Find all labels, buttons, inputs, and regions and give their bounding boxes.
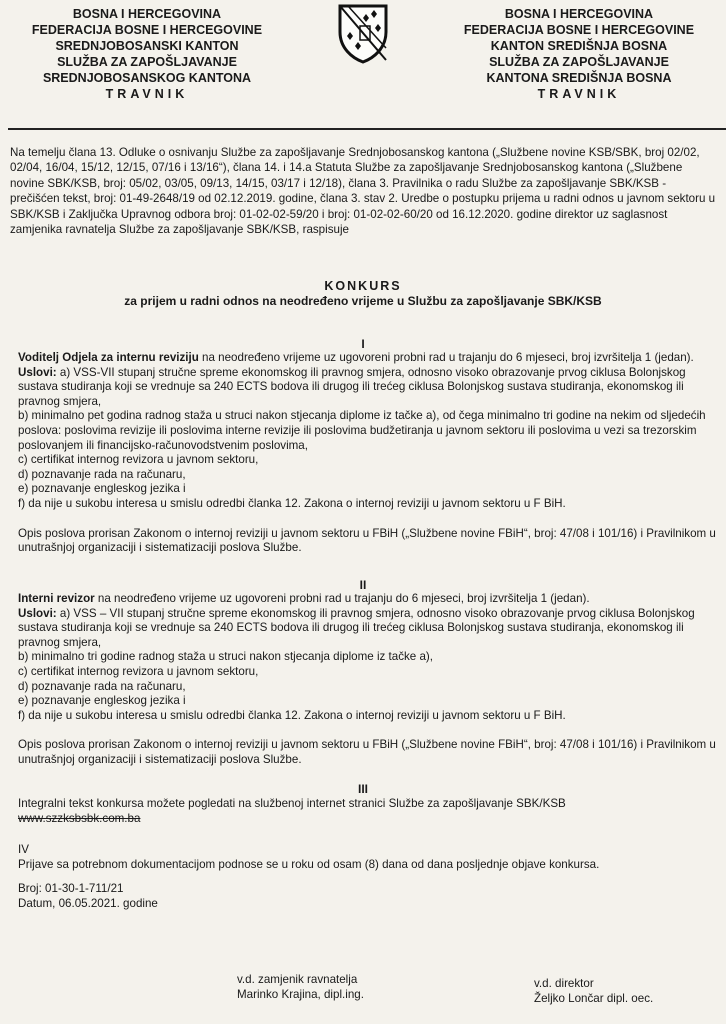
- condition-item: d) poznavanje rada na računaru,: [18, 679, 186, 693]
- section-number: I: [361, 337, 365, 351]
- header-right-line: SLUŽBA ZA ZAPOŠLJAVANJE: [489, 55, 669, 69]
- section-1: [18, 351, 718, 556]
- document-title: KONKURS: [324, 279, 402, 293]
- header-right-line: FEDERACIJA BOSNE I HERCEGOVINE: [463, 23, 695, 37]
- signatory-role: v.d. zamjenik ravnatelja: [237, 973, 358, 986]
- signatory-role: v.d. direktor: [534, 977, 594, 990]
- condition-item: c) certifikat internog revizora u javnom sektoru,: [18, 664, 259, 678]
- conditions-label: Uslovi:: [18, 606, 57, 620]
- header-right-line: KANTONA SREDIŠNJA BOSNA: [486, 71, 672, 85]
- reference-number: Broj: 01-30-1-711/21: [18, 882, 124, 895]
- header-right-city: TRAVNIK: [537, 87, 621, 101]
- condition-item: e) poznavanje engleskog jezika i: [18, 694, 186, 708]
- document-subtitle: za prijem u radni odnos na neodređeno vrijeme u Službu za zapošljavanje SBK/KSB: [124, 294, 602, 308]
- section-number: III: [357, 782, 368, 796]
- position-paragraph: [18, 592, 718, 607]
- header-left-line: FEDERACIJA BOSNE I HERCEGOVINE: [31, 23, 263, 37]
- section-3: [18, 797, 718, 826]
- header-left-city: TRAVNIK: [105, 87, 189, 101]
- header-right: [440, 6, 718, 102]
- condition-a: a) VSS-VII stupanj stručne spreme ekonomskog ili pravnog smjera, odnosno visoko obrazovanje prvog ciklusa Bolonjskog sustava studiranja koji se vrednuje sa 240 ECTS bodova ili drugog ili trećeg ciklusa Bolonjskog sustava studiranja, ekonomskog ili pravnog smjera,: [18, 365, 686, 408]
- signature-right: [534, 976, 653, 1006]
- signatory-name: Marinko Krajina, dipl.ing.: [237, 988, 364, 1001]
- header-right-line: BOSNA I HERCEGOVINA: [504, 7, 654, 21]
- application-deadline: Prijave sa potrebnom dokumentacijom podnose se u roku od osam (8) dana od dana posljednje objave konkursa.: [18, 857, 600, 871]
- signature-left: [237, 972, 364, 1002]
- condition-item: e) poznavanje engleskog jezika i: [18, 482, 186, 496]
- section-2: [18, 592, 718, 768]
- header-left-line: SLUŽBA ZA ZAPOŠLJAVANJE: [57, 55, 237, 69]
- intro-paragraph: Na temelju člana 13. Odluke o osnivanju Službe za zapošljavanje Srednjobosanskog kantona („Službene novine KSB/SBK, broj 02/02, 02/04, 16/04, 15/12, 12/15, 07/16 i 13/16“), člana 14. i 14.a Statuta Službe za zapošljavanje Srednjobosanskog kantona („Službene novine SBK/KSB, broj: 05/02, 03/05, 09/13, 14/15, 03/17 i 12/18), člana 3. Pravilnika o radu Službe za zapošljavanje SBK/KSB - prečišćen tekst, broj: 01-49-2648/19 od 02.12.2019. godine, člana 3. stav 2. Uredbe o postupku prijema u radni odnos u javnom sektoru u SBK/KSB i Zaključka Upravnog odbora broj: 01-02-02-59/20 i broj: 01-02-02-60/20 od 16.12.2020. godine direktor uz saglasnost zamjenika ravnatelja Službe za zapošljavanje SBK/KSB, raspisuje: [10, 146, 716, 237]
- job-description: Opis poslova prorisan Zakonom o internoj reviziji u javnom sektoru u FBiH („Službene novine FBiH“, broj: 47/08 i 101/16) i Pravilnikom u unutrašnjoj organizaciji i sistematizaciji poslova Službe.: [18, 738, 716, 766]
- position-title: Voditelj Odjela za internu reviziju: [18, 351, 199, 364]
- condition-item: b) minimalno pet godina radnog staža u struci nakon stjecanja diplome iz tačke a), od čega minimalno tri godine na nekim od sljedećih poslova: poslovima revizije ili poslovima interne revizije ili poslovima budžetiranja u javnom sektoru ili poslovima u vezi sa trezorskim poslovanjem ili financijsko-računovodstvenim poslovima,: [18, 409, 706, 452]
- condition-item: d) poznavanje rada na računaru,: [18, 467, 186, 481]
- section-4: [18, 843, 718, 872]
- condition-item: f) da nije u sukobu interesa u smislu odredbi članka 12. Zakona o internoj reviziji u javnom sektoru u F BiH.: [18, 708, 566, 722]
- header-left-line: BOSNA I HERCEGOVINA: [72, 7, 222, 21]
- job-description: Opis poslova prorisan Zakonom o internoj reviziji u javnom sektoru u FBiH („Službene novine FBiH“, broj: 47/08 i 101/16) i Pravilnikom u unutrašnjoj organizaciji i sistematizaciji poslova Službe.: [18, 526, 716, 555]
- conditions-paragraph: [18, 607, 718, 651]
- condition-item: c) certifikat internog revizora u javnom sektoru,: [18, 453, 259, 467]
- coat-of-arms-icon: [336, 2, 390, 64]
- header-left: [8, 6, 286, 102]
- position-details: na neodređeno vrijeme uz ugovoreni probni rad u trajanju do 6 mjeseci, broj izvršitelja 1 (jedan).: [198, 351, 694, 364]
- section-number: II: [359, 578, 367, 592]
- website-notice: Integralni tekst konkursa možete pogledati na službenoj internet stranici Službe za zapošljavanje SBK/KSB: [18, 797, 566, 810]
- header-right-line: KANTON SREDIŠNJA BOSNA: [490, 39, 668, 53]
- website-link[interactable]: www.szzksbsbk.com.ba: [18, 811, 141, 825]
- conditions-paragraph: [18, 366, 718, 410]
- condition-item: f) da nije u sukobu interesa u smislu odredbi članka 12. Zakona o internoj reviziji u javnom sektoru u F BiH.: [18, 496, 566, 510]
- condition-a: a) VSS – VII stupanj stručne spreme ekonomskog ili pravnog smjera, odnosno visoko obrazovanje prvog ciklusa Bolonjskog sustava studiranja koji se vrednuje sa 240 ECTS bodova ili drugog ili trećeg ciklusa Bolonjskog sustava studiranja, ekonomskog ili pravnog smjera,: [18, 606, 695, 649]
- document-date: Datum, 06.05.2021. godine: [18, 896, 158, 910]
- position-title: Interni revizor: [18, 592, 95, 605]
- condition-item: b) minimalno tri godine radnog staža u struci nakon stjecanja diplome iz tačke a),: [18, 650, 434, 664]
- document-reference: [18, 882, 718, 911]
- header-left-line: SREDNJOBOSANSKOG KANTONA: [42, 71, 252, 85]
- section-number: IV: [18, 843, 29, 856]
- conditions-label: Uslovi:: [18, 365, 57, 379]
- position-details: na neodređeno vrijeme uz ugovoreni probni rad u trajanju do 6 mjeseci, broj izvršitelja 1 (jedan).: [94, 592, 590, 605]
- header-left-line: SREDNJOBOSANSKI KANTON: [55, 39, 239, 53]
- header-divider: [8, 128, 726, 130]
- signatory-name: Željko Lončar dipl. oec.: [534, 992, 654, 1005]
- position-paragraph: [18, 351, 718, 366]
